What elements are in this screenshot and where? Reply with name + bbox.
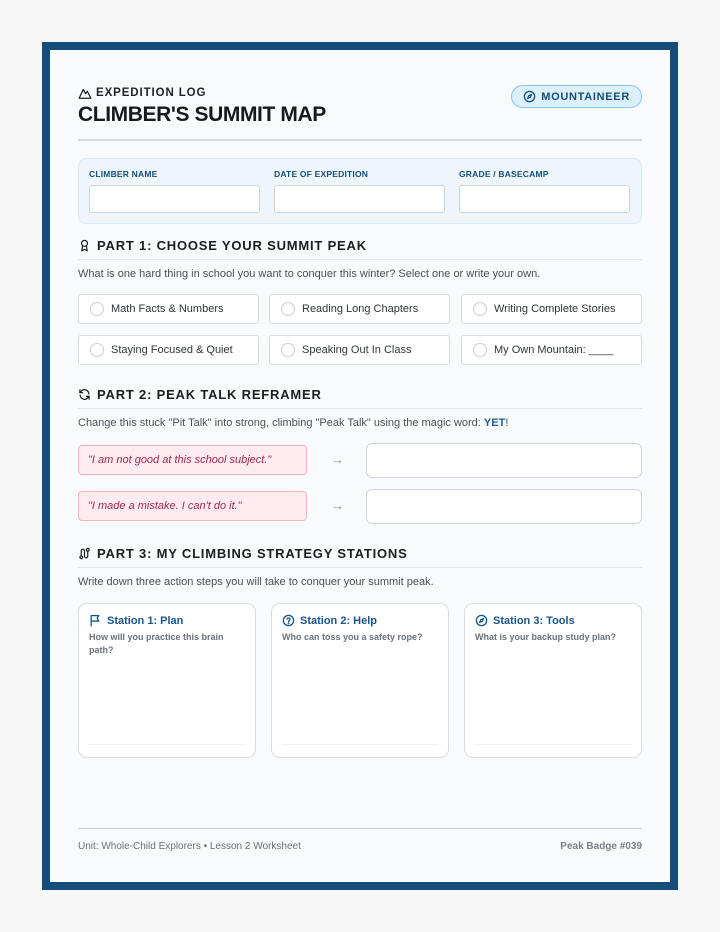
arrow-right-icon: → [331,498,344,513]
option-math-facts[interactable] [78,294,259,324]
peak-talk-input-2[interactable] [366,489,642,524]
climber-name-input[interactable] [89,185,260,213]
part1-heading [78,238,642,260]
eyebrow-text: EXPEDITION LOG [96,87,207,99]
part1-prompt: What is one hard thing in school you want to conquer this winter? Select one or write your own. [78,268,541,280]
station-plan-title [89,614,183,627]
station-plan-card[interactable] [78,603,256,758]
arrow-right-icon: → [331,452,344,467]
part1-title: PART 1: CHOOSE YOUR SUMMIT PEAK [97,238,367,253]
worksheet [50,50,670,882]
option-label: Writing Complete Stories [494,303,616,315]
part2-prompt-end: ! [505,417,509,429]
radio-button[interactable] [90,343,104,357]
page-title: CLIMBER'S SUMMIT MAP [78,103,326,126]
award-ribbon-icon [78,239,91,252]
header [78,78,642,141]
station-question: Who can toss you a safety rope? [282,632,423,642]
pit-talk-1: "I am not good at this school subject." [78,445,307,475]
part3-title: PART 3: MY CLIMBING STRATEGY STATIONS [97,546,408,561]
refresh-icon [78,388,91,401]
station-title-text: Station 2: Help [300,614,378,627]
expedition-date-field [274,169,445,213]
part2-prompt [78,417,508,429]
help-circle-icon [282,614,295,627]
page-frame [42,42,678,890]
eyebrow [78,86,206,100]
compass-icon [523,90,536,103]
station-tools-title [475,614,575,627]
part2-prompt-text: Change this stuck "Pit Talk" into strong, climbing "Peak Talk" using the magic word: [78,417,484,429]
option-label: Speaking Out In Class [302,344,412,356]
climber-info-panel [78,158,642,224]
station-title-text: Station 3: Tools [493,614,575,627]
part3-prompt: Write down three action steps you will take to conquer your summit peak. [78,576,434,588]
option-label: Reading Long Chapters [302,303,419,315]
role-badge [511,85,642,108]
radio-button[interactable] [90,302,104,316]
option-label: My Own Mountain: ____ [494,344,614,356]
route-icon [78,547,91,560]
writing-line [475,744,631,745]
option-reading-chapters[interactable] [269,294,450,324]
part2-heading [78,387,642,409]
option-speaking-out[interactable] [269,335,450,365]
peak-talk-input-1[interactable] [366,443,642,478]
grade-basecamp-field [459,169,630,213]
writing-line [89,744,245,745]
magic-word: YET [483,417,506,429]
option-writing-stories[interactable] [461,294,642,324]
pit-talk-2: "I made a mistake. I can't do it." [78,491,307,521]
flag-icon [89,614,102,627]
station-tools-card[interactable] [464,603,642,758]
part2-title: PART 2: PEAK TALK REFRAMER [97,387,322,402]
climber-name-field [89,169,260,213]
station-help-card[interactable] [271,603,449,758]
climber-name-label: CLIMBER NAME [89,169,158,179]
radio-button[interactable] [473,302,487,316]
grade-basecamp-label: GRADE / BASECAMP [459,169,549,179]
option-staying-focused[interactable] [78,335,259,365]
option-own-mountain[interactable] [461,335,642,365]
radio-button[interactable] [281,343,295,357]
expedition-date-label: DATE OF EXPEDITION [274,169,369,179]
writing-line [282,744,438,745]
radio-button[interactable] [473,343,487,357]
option-label: Staying Focused & Quiet [111,344,233,356]
option-label: Math Facts & Numbers [111,303,224,315]
mountain-icon [78,86,92,100]
footer-unit: Unit: Whole-Child Explorers • Lesson 2 Worksheet [78,841,301,852]
station-title-text: Station 1: Plan [107,614,184,627]
part3-heading [78,546,642,568]
station-question: How will you practice this brain path? [89,632,224,655]
station-help-title [282,614,377,627]
radio-button[interactable] [281,302,295,316]
grade-basecamp-input[interactable] [459,185,630,213]
compass-icon [475,614,488,627]
footer-badge-number: Peak Badge #039 [560,841,642,852]
expedition-date-input[interactable] [274,185,445,213]
badge-label: MOUNTAINEER [541,90,630,103]
footer [78,828,642,852]
station-question: What is your backup study plan? [475,632,617,642]
